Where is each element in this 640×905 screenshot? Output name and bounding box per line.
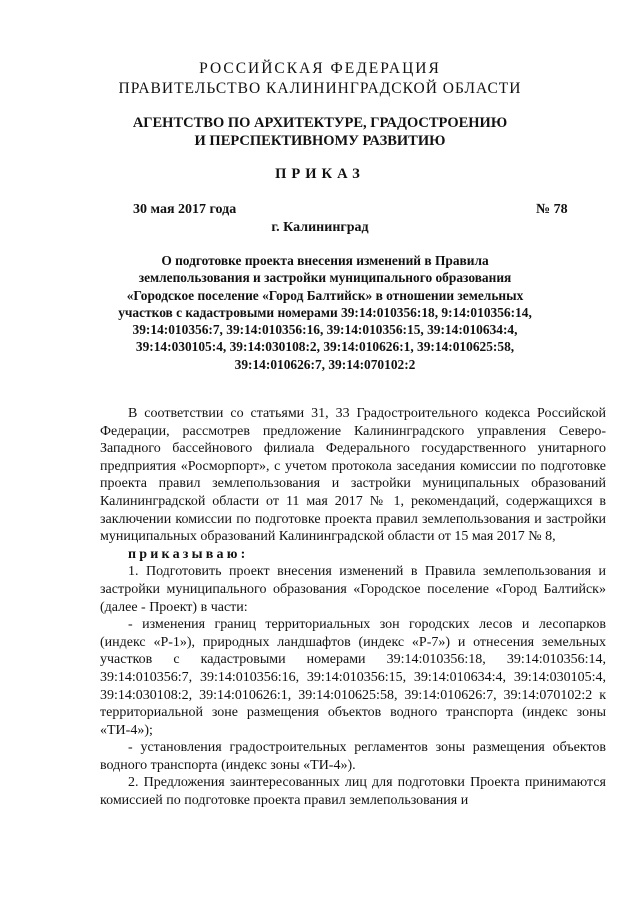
item-1: 1. Подготовить проект внесения изменений в Правила землепользования и застройки муниципального образования «Городское поселение «Город Балтийск» (далее - Проект) в части: — [100, 564, 606, 615]
document-date: 30 мая 2017 года — [133, 202, 237, 217]
subject-line: участков с кадастровыми номерами 39:14:010356:18, 9:14:010356:14, — [118, 304, 532, 320]
agency-heading-line2: И ПЕРСПЕКТИВНОМУ РАЗВИТИЮ — [194, 133, 446, 149]
item-1a: - изменения границ территориальных зон городских лесов и лесопарков (индекс «Р-1»), природных ландшафтов (индекс «Р-7») и отнесения земельных участков с кадастровыми номерами 39:14:010356:18, 39:14:010356:14, 39:14:010356:7, 39:14:010356:16, 39:14:010356:15, 39:14:010634:4, 39:14:030105:4, 39:14:030108:2, 39:14:010626:1, 39:14:010625:58, 39:14:010626:7, 39:14:070102:2 к территориальной зоне размещения объектов водного транспорта (индекс зоны «ТИ-4»); — [100, 617, 606, 738]
subject-line: «Городское поселение «Город Балтийск» в отношении земельных — [126, 287, 524, 303]
item-1b: - установления градостроительных регламентов зоны размещения объектов водного транспорта (индекс зоны «ТИ-4»). — [100, 740, 606, 773]
subject-line: 39:14:030105:4, 39:14:030108:2, 39:14:010626:1, 39:14:010625:58, — [135, 339, 515, 355]
document-number: № 78 — [536, 202, 568, 217]
subject-line: 39:14:010356:7, 39:14:010356:16, 39:14:010356:15, 39:14:010634:4, — [132, 322, 518, 338]
country-heading: РОССИЙСКАЯ ФЕДЕРАЦИЯ — [199, 60, 441, 77]
document-type: ПРИКАЗ — [275, 166, 365, 182]
subject-line: О подготовке проекта внесения изменений в Правила — [161, 253, 489, 268]
agency-heading-line1: АГЕНТСТВО ПО АРХИТЕКТУРЕ, ГРАДОСТРОЕНИЮ — [132, 115, 508, 131]
subject-line: землепользования и застройки муниципального образования — [138, 270, 512, 286]
item-2: 2. Предложения заинтересованных лиц для подготовки Проекта принимаются комиссией по подготовке проекта правил землепользования и — [100, 775, 606, 809]
subject-line: 39:14:010626:7, 39:14:070102:2 — [234, 356, 416, 372]
document-body — [100, 405, 606, 810]
document-subject — [110, 252, 540, 373]
order-word: приказываю: — [128, 546, 249, 562]
government-heading: ПРАВИТЕЛЬСТВО КАЛИНИНГРАДСКОЙ ОБЛАСТИ — [118, 80, 522, 97]
preamble-paragraph: В соответствии со статьями 31, 33 Градостроительного кодекса Российской Федерации, рассмотрев предложение Калининградского управления Северо-Западного бассейнового филиала Федерального государственного унитарного предприятия «Росморпорт», с учетом протокола заседания комиссии по подготовке проекта правил землепользования и застройки муниципальных образований Калининградской области от 11 мая 2017 № 1, рекомендаций, содержащихся в заключении комиссии по подготовке проекта правил землепользования и застройки муниципальных образований Калининградской области от 15 мая 2017 № 8, — [100, 406, 606, 545]
document-city: г. Калининград — [271, 220, 369, 235]
